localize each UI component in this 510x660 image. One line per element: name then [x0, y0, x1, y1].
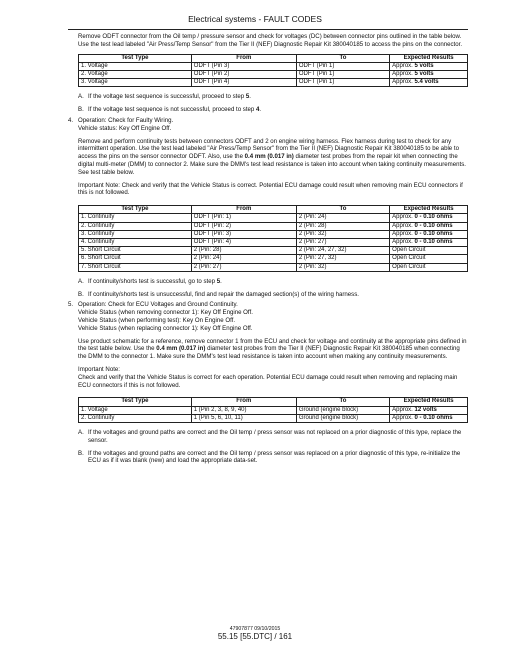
- table-cell-result: Approx. 0 - 0.10 ohms: [390, 230, 468, 238]
- table-cell-from: ODFT (Pin 2): [191, 71, 296, 79]
- table-cell-type: 5. Short Circuit: [79, 247, 192, 255]
- table-row: [79, 79, 468, 87]
- table-cell-to: 2 (Pin: 27, 32): [296, 255, 389, 263]
- page-header: Electrical systems - FAULT CODES: [188, 14, 322, 24]
- table-row: [79, 62, 468, 70]
- table-row: [79, 230, 468, 238]
- header-rule: [68, 29, 468, 30]
- table-cell-from: ODFT (Pin: 1): [191, 214, 296, 222]
- table-cell-type: 2. Continuity: [79, 222, 192, 230]
- table-cell-from: ODFT (Pin: 4): [191, 238, 296, 246]
- result-b: B. If the voltages and ground paths are correct and the Oil temp / press sensor was replaced on a prior diagnostic of this type, re-initialize the ECU as if it was blank (new) and load the appropriate data-set.: [78, 449, 461, 465]
- table-cell-type: 4. Continuity: [79, 238, 192, 246]
- table-cell-from: 2 (Pin: 24): [191, 255, 296, 263]
- table-cell-to: Ground (engine block): [296, 414, 389, 422]
- table-cell-result: Approx. 5 volts: [390, 62, 468, 70]
- table-cell-type: 1. Continuity: [79, 214, 192, 222]
- table-cell-to: ODFT (Pin 1): [296, 62, 389, 70]
- table-header-row: Test Type From To Expected Results: [79, 206, 468, 214]
- table-cell-type: 3. Continuity: [79, 230, 192, 238]
- table-cell-result: Approx. 0 - 0.10 ohms: [390, 238, 468, 246]
- table-cell-to: 2 (Pin: 27): [296, 238, 389, 246]
- col-to: To: [296, 54, 389, 62]
- result-b: B. If continuity/shorts test is unsuccessful, find and repair the damaged section(s) of the wiring harness.: [78, 290, 359, 298]
- result-b: B. If the voltage test sequence is not successful, proceed to step 4.: [78, 106, 262, 114]
- table-row: [79, 222, 468, 230]
- table-cell-result: Open Circuit: [390, 247, 468, 255]
- col-test-type: Test Type: [79, 54, 192, 62]
- table-cell-type: 2. Voltage: [79, 71, 192, 79]
- continuity-test-table: [78, 205, 468, 272]
- table-cell-from: ODFT (Pin: 3): [191, 230, 296, 238]
- table-cell-from: 1 (Pin 2, 3, 8, 9, 40): [191, 406, 296, 414]
- table-cell-result: Approx. 5.4 volts: [390, 79, 468, 87]
- table-cell-result: Approx. 12 volts: [390, 406, 468, 414]
- step5-note-title: Important Note:: [78, 365, 120, 373]
- table-row: [79, 406, 468, 414]
- ecu-test-table: [78, 397, 468, 423]
- page-number: 55.15 [55.DTC] / 161: [217, 632, 293, 641]
- table-cell-to: Ground (engine block): [296, 406, 389, 414]
- table-cell-to: 2 (Pin: 28): [296, 222, 389, 230]
- table-cell-to: ODFT (Pin 1): [296, 71, 389, 79]
- table-cell-type: 2. Continuity: [79, 414, 192, 422]
- table-cell-from: 2 (Pin: 27): [191, 263, 296, 271]
- step5-important-note: Check and verify that the Vehicle Status is correct for each operation. Potential ECU damage could result when removing and replacing main ECU connectors if this is not followed.: [78, 373, 458, 389]
- table-cell-to: 2 (Pin: 32): [296, 263, 389, 271]
- page-footer: [0, 626, 510, 642]
- table-cell-result: Open Circuit: [390, 263, 468, 271]
- table-cell-result: Open Circuit: [390, 255, 468, 263]
- table-row: [79, 214, 468, 222]
- table-row: [79, 238, 468, 246]
- table-cell-from: ODFT (Pin: 2): [191, 222, 296, 230]
- step5-operation: Operation: Check for ECU Voltages and Ground Continuity.: [78, 301, 238, 309]
- table-cell-result: Approx. 0 - 0.10 ohms: [390, 222, 468, 230]
- step4-vehicle-status: Vehicle status: Key Off Engine Off.: [78, 124, 172, 132]
- step-5: 5. Operation: Check for ECU Voltages and Ground Continuity. Vehicle Status (when removing connector 1): Key Off Engine Off. Vehicle Status (when performing test): Key On Engine Off. Vehicle Status (when replacing connector 1): Key Off Engine Off. Use product schematic for a reference, remove connector 1 from the ECU and check for voltage and continuity at the appropriate pins defined in the test table below. Use the 0.4 mm (0.017 in) diameter test probes from the Tier II (NEF) Diagnostic Repair Kit 380040185 when connecting the DMM to the connector 1. Make sure the DMM's test lead resistance is taken into account when making any continuity measurements. Important Note: Check and verify that the Vehicle Status is correct for each operation. Potential ECU damage could result when removing and replacing main ECU connectors if this is not followed.: [68, 301, 467, 389]
- table-cell-type: 7. Short Circuit: [79, 263, 192, 271]
- table-cell-from: ODFT (Pin 3): [191, 62, 296, 70]
- table-row: [79, 71, 468, 79]
- table-cell-to: 2 (Pin: 24, 27, 32): [296, 247, 389, 255]
- table-row: [79, 247, 468, 255]
- document-code: 47907877 09/10/2015: [229, 626, 281, 632]
- table-cell-from: 2 (Pin: 28): [191, 247, 296, 255]
- step5-status-1: Vehicle Status (when removing connector 1): Key Off Engine Off.: [78, 309, 253, 317]
- step4-paragraph: Remove and perform continuity tests between connectors ODFT and 2 on engine wiring harness. Flex harness during test to check for any intermittent operation. Use the test lead labeled "Air Press/Temp Sensor" from the Tier II (NEF) Diagnostic Repair Kit 380040185 to be able to access the pins on the sensor connector ODFT. Also, use the 0.4 mm (0.017 in) diameter test probes from the repair kit when connecting the digital multi-meter (DMM) to connector 2. Make sure the DMM's test lead resistance is taken into account when taking continuity measurements. See test table below.: [78, 137, 466, 176]
- table-cell-to: 2 (Pin: 24): [296, 214, 389, 222]
- table-cell-to: ODFT (Pin 1): [296, 79, 389, 87]
- step-4: 4. Operation: Check for Faulty Wiring. Vehicle status: Key Off Engine Off. Remove and perform continuity tests between connectors ODFT and 2 on engine wiring harness. Flex harness during test to check for any intermittent operation. Use the test lead labeled "Air Press/Temp Sensor" from the Tier II (NEF) Diagnostic Repair Kit 380040185 to be able to access the pins on the sensor connector ODFT. Also, use the 0.4 mm (0.017 in) diameter test probes from the repair kit when connecting the digital multi-meter (DMM) to connector 2. Make sure the DMM's test lead resistance is taken into account when taking continuity measurements. See test table below. Important Note: Check and verify that the Vehicle Status is correct. Potential ECU damage could result when removing main ECU connectors if this is not followed.: [68, 117, 468, 202]
- step5-status-3: Vehicle Status (when replacing connector 1): Key Off Engine Off.: [78, 324, 253, 332]
- table-cell-result: Approx. 5 volts: [390, 71, 468, 79]
- table-cell-type: 6. Short Circuit: [79, 255, 192, 263]
- voltage-test-table: [78, 54, 468, 88]
- table-header-row: [79, 54, 468, 62]
- table-row: [79, 414, 468, 422]
- page-content: [68, 33, 468, 465]
- table-cell-to: 2 (Pin: 32): [296, 230, 389, 238]
- intro-paragraph: Remove ODFT connector from the Oil temp / pressure sensor and check for voltages (DC) between connector pins outlined in the table below. Use the test lead labeled "Air Press/Temp Sensor" from the Tier II (NEF) Diagnostic Repair Kit 380040185 to access the pins on the connector.: [78, 33, 463, 48]
- step4-operation: Operation: Check for Faulty Wiring.: [78, 117, 174, 124]
- table-row: [79, 255, 468, 263]
- step5-status-2: Vehicle Status (when performing test): Key On Engine Off.: [78, 316, 236, 324]
- table-cell-from: 1 (Pin 5, 6, 10, 11): [191, 414, 296, 422]
- table-cell-type: 3. Voltage: [79, 79, 192, 87]
- result-a: A. If the voltage test sequence is successful, proceed to step 5.: [78, 93, 251, 101]
- step5-paragraph: Use product schematic for a reference, remove connector 1 from the ECU and check for voltage and continuity at the appropriate pins defined in the test table below. Use the 0.4 mm (0.017 in) diameter test probes from the Tier II (NEF) Diagnostic Repair Kit 380040185 when connecting the DMM to the connector 1. Make sure the DMM's test lead resistance is taken into account when making any continuity measurements.: [78, 337, 467, 361]
- table-row: [79, 263, 468, 271]
- table-cell-result: Approx. 0 - 0.10 ohms: [390, 214, 468, 222]
- table-cell-type: 1. Voltage: [79, 62, 192, 70]
- step4-important-note: Important Note: Check and verify that the Vehicle Status is correct. Potential ECU damage could result when removing main ECU connectors if this is not followed.: [78, 181, 463, 197]
- table-header-row: Test Type From To Expected Results: [79, 398, 468, 406]
- result-a: A. If the voltages and ground paths are correct and the Oil temp / press sensor was not replaced on a prior diagnostic of this type, replace the sensor.: [78, 428, 462, 444]
- table-cell-result: Approx. 0 - 0.10 ohms: [390, 414, 468, 422]
- table-cell-type: 1. Voltage: [79, 406, 192, 414]
- table-cell-from: ODFT (Pin 4): [191, 79, 296, 87]
- col-from: From: [191, 54, 296, 62]
- result-a: A. If continuity/shorts test is successful, go to step 5.: [78, 277, 222, 285]
- col-expected-results: Expected Results: [390, 54, 468, 62]
